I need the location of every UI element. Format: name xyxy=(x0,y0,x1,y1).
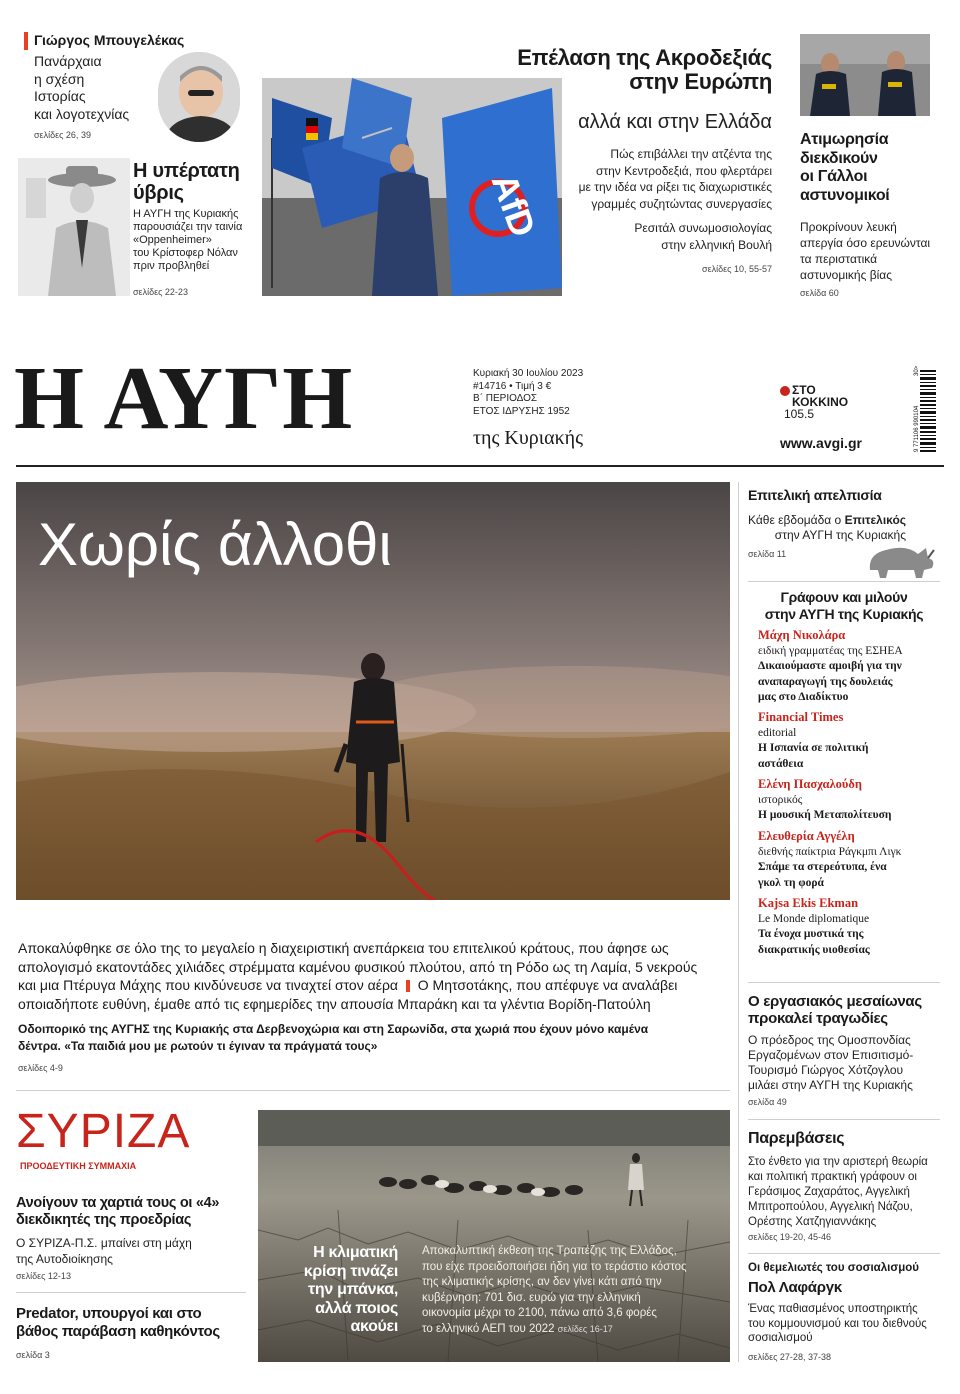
text-line: μιλάει στην ΑΥΓΗ της Κυριακής xyxy=(748,1078,913,1092)
text-line: Η ΑΥΓΗ της Κυριακής xyxy=(133,208,239,220)
writer-topic: μας στο Διαδίκτυο xyxy=(758,691,849,703)
text-line: Αποκαλύφθηκε σε όλο της το μεγαλείο η διαχειριστική ανεπάρκεια του επιτελικού κράτους, που άφησε ως xyxy=(18,940,669,956)
flag-text: AfD xyxy=(483,167,545,243)
oppenheimer-text xyxy=(133,208,242,273)
teaser-line: και λογοτεχνίας xyxy=(34,105,130,122)
writer-topic: γκολ τη φορά xyxy=(758,876,824,889)
climate-headline xyxy=(262,1244,398,1337)
text-fragment: Κάθε εβδομάδα ο xyxy=(748,513,845,527)
lafargue-text xyxy=(748,1302,927,1346)
title-line: Ανοίγουν τα χαρτιά τους οι «4» xyxy=(16,1195,220,1211)
masthead-rule xyxy=(16,465,944,467)
title-line: Η υπέρτατη xyxy=(133,160,240,182)
writer-topic: διακρατικής υιοθεσίας xyxy=(758,943,870,956)
interventions-title: Παρεμβάσεις xyxy=(748,1130,845,1147)
title-line: Επέλαση της Ακροδεξιάς xyxy=(517,45,772,70)
far-right-text xyxy=(470,146,772,212)
title-line: διεκδικητές της προεδρίας xyxy=(16,1212,192,1228)
divider xyxy=(748,581,940,582)
text-line: του κομμουνισμού και του διεθνούς xyxy=(748,1317,927,1330)
predator-headline xyxy=(16,1305,220,1341)
climate-text xyxy=(422,1244,687,1337)
writer-role: editorial xyxy=(758,726,797,739)
text-fragment: και μια Πτέρυγα Μάχης που κινδύνευσε να τιναχτεί στον αέρα xyxy=(18,977,398,993)
text-line: Ρεσιτάλ συνωμοσιολογίας xyxy=(634,221,772,235)
website: www.avgi.gr xyxy=(780,435,862,451)
text-line: με την ιδέα να ρίξει τις διαχωριστικές xyxy=(578,180,772,194)
text-line: σοσιαλισμού xyxy=(748,1332,813,1344)
syriza-headline xyxy=(16,1195,219,1229)
author-name: Γιώργος Μπουγελέκας xyxy=(34,32,185,48)
divider xyxy=(16,1292,246,1293)
lead-secondary xyxy=(18,1021,738,1055)
interventions-text xyxy=(748,1155,928,1230)
issue-date: Κυριακή 30 Ιουλίου 2023 xyxy=(473,368,584,379)
rhino-icon xyxy=(866,540,936,580)
text-line: Ο ΣΥΡΙΖΑ-Π.Σ. μπαίνει στη μάχη xyxy=(16,1236,192,1250)
title-line: την μπάνκα, xyxy=(308,1281,398,1298)
page-ref: σελίδα 11 xyxy=(748,549,787,559)
title-line: Ο εργασιακός μεσαίωνας xyxy=(748,993,922,1010)
labor-title xyxy=(748,993,922,1027)
oppenheimer-title xyxy=(133,160,240,204)
title-line: Ατιμωρησία xyxy=(800,131,889,148)
text-line: στην ελληνική Βουλή xyxy=(661,237,772,252)
syriza-logo: ΣΥΡΙΖΑ xyxy=(16,1105,191,1158)
police-text xyxy=(800,219,930,283)
title-line: ακούει xyxy=(350,1318,398,1335)
text-fragment: το ελληνικό ΑΕΠ του 2022 xyxy=(422,1322,555,1335)
barcode-issue: 30> xyxy=(914,366,920,376)
text-fragment: Επιτελικός xyxy=(844,513,907,527)
title-line: κρίση τινάζει xyxy=(303,1262,398,1280)
writer-entry xyxy=(758,829,901,891)
title-line: διεκδικούν xyxy=(800,149,878,167)
lafargue-title: Πολ Λαφάργκ xyxy=(748,1279,842,1296)
text-line: «Oppenheimer» xyxy=(133,234,212,246)
text-line: Οδοιπορικό της ΑΥΓΗΣ της Κυριακής στα Δερβενοχώρια και στη Σαρωνίδα, στα χωριά που έχουν μόνο καμένα xyxy=(18,1022,649,1036)
page-ref: σελίδες 26, 39 xyxy=(34,130,91,140)
police-photo xyxy=(800,34,930,116)
divider xyxy=(748,1253,940,1254)
title-line: Predator, υπουργοί και στο xyxy=(16,1305,202,1322)
barcode xyxy=(912,366,938,456)
teaser-line: Πανάρχαια xyxy=(34,53,102,69)
writer-topic: αστάθεια xyxy=(758,757,804,770)
masthead-info xyxy=(473,368,583,418)
title-line: Η κλιματική xyxy=(313,1244,398,1261)
text-line: Ο πρόεδρος της Ομοσπονδίας xyxy=(748,1033,911,1047)
page-ref: σελίδες 19-20, 45-46 xyxy=(748,1232,831,1242)
page-ref: σελίδα 3 xyxy=(16,1350,50,1360)
text-line: δέντρα. «Τα παιδιά μου με ρωτούν τι έγιναν τα πράγματά τους» xyxy=(18,1039,378,1053)
writer-topic: Σπάμε τα στερεότυπα, ένα xyxy=(758,861,887,873)
issue-number: #14716 • Τιμή 3 € xyxy=(473,380,552,392)
title-line: στην Ευρώπη xyxy=(629,69,772,94)
text-line: Στο ένθετο για την αριστερή θεωρία xyxy=(748,1156,928,1168)
radio-line: 105.5 xyxy=(784,407,815,421)
title-line: οι Γάλλοι xyxy=(800,168,868,185)
text-line: κυβέρνηση: 701 δισ. ευρώ για την ελληνική xyxy=(422,1291,641,1304)
rhino-title: Επιτελική απελπισία xyxy=(748,487,882,503)
writers-title xyxy=(748,589,940,622)
founded-year: ΕΤΟΣ ΙΔΡΥΣΗΣ 1952 xyxy=(473,405,570,417)
divider xyxy=(748,982,940,983)
separator-bar xyxy=(406,980,410,992)
title-line: Γράφουν και μιλούν xyxy=(780,589,908,605)
divider xyxy=(16,1090,730,1091)
police-headline xyxy=(800,131,889,205)
text-line: της Αυτοδιοίκησης xyxy=(16,1251,113,1266)
text-line xyxy=(18,976,738,995)
masthead-subtitle: της Κυριακής xyxy=(473,427,584,449)
issue-period: Β΄ ΠΕΡΙΟΔΟΣ xyxy=(473,393,538,404)
writer-name: Kajsa Ekis Ekman xyxy=(758,896,859,910)
far-right-subtitle: αλλά και στην Ελλάδα xyxy=(578,111,772,133)
text-line: Εργαζομένων στον Επισιτισμό- xyxy=(748,1048,914,1062)
text-line: Αποκαλυπτική έκθεση της Τραπέζης της Ελλάδος, xyxy=(422,1245,677,1257)
far-right-headline xyxy=(470,46,772,94)
text-line: οποιαδήποτε ευθύνη, έμαθε από τις εφημερίδες την απουσία Μπαράκη και τα γλέντια Βορίδη-Πατούλη xyxy=(18,995,651,1012)
text-line: τα περιστατικά xyxy=(800,252,878,266)
text-line: στην Κεντροδεξιά, που φλερτάρει xyxy=(595,163,772,178)
writer-entry xyxy=(758,896,870,958)
writer-entry xyxy=(758,628,903,706)
text-line: Προκρίνουν λευκή xyxy=(800,220,897,234)
writer-topic: αναπαραγωγή της δουλειάς xyxy=(758,675,893,688)
writer-role: ειδική γραμματέας της ΕΣΗΕΑ xyxy=(758,644,903,657)
writer-topic: Τα ένοχα μυστικά της xyxy=(758,928,864,940)
page-ref: σελίδες 10, 55-57 xyxy=(702,264,772,274)
page-ref: σελίδα 60 xyxy=(800,288,839,298)
writer-name: Ελένη Πασχαλούδη xyxy=(758,777,862,791)
writer-name: Ελευθερία Αγγέλη xyxy=(758,829,855,843)
writer-name: Financial Times xyxy=(758,710,844,724)
page-ref: σελίδες 4-9 xyxy=(18,1063,63,1073)
title-line: προκαλεί τραγωδίες xyxy=(748,1010,888,1027)
text-line: Γεράσιμος Ζαχαράτος, Αγγελική xyxy=(748,1186,910,1198)
title-line: βάθος παράβαση καθηκόντος xyxy=(16,1323,220,1340)
text-line: απολογισμό εκατοντάδες χιλιάδες στρέμματα καμένου φυσικού πλούτου, από τη Ρόδο ως τη Λαμία, 5 νεκρούς xyxy=(18,958,698,975)
title-line: αστυνομικοί xyxy=(800,186,890,204)
masthead-logo: Η ΑΥΓΗ xyxy=(14,349,354,448)
text-line: οικονομία μέχρι το 2100, πάνω από 3,6 φορές xyxy=(422,1307,657,1319)
rhino-text xyxy=(748,513,906,543)
lead-body xyxy=(18,939,738,1013)
writer-role: Le Monde diplomatique xyxy=(758,912,870,925)
syriza-text xyxy=(16,1236,192,1267)
radio-logo-mark xyxy=(780,386,790,396)
text-fragment: Ο Μητσοτάκης, που απέφυγε να αναλάβει xyxy=(417,977,678,993)
lead-headline: Χωρίς άλλοθι xyxy=(38,511,392,578)
accent-bar xyxy=(24,32,28,50)
page-ref: σελίδες 16-17 xyxy=(557,1323,613,1334)
text-line: που είχε προειδοποιήσει ήδη για το τεράστιο κόστος xyxy=(422,1260,687,1273)
divider xyxy=(748,1119,940,1120)
text-line: πριν προβληθεί xyxy=(133,260,210,272)
labor-text xyxy=(748,1033,913,1093)
page-ref: σελίδα 49 xyxy=(748,1097,787,1107)
text-line: και πολιτική πρακτική γράφουν οι xyxy=(748,1171,917,1183)
writer-role: διεθνής παίκτρια Ράγκμπι Λιγκ xyxy=(758,845,902,858)
teaser-line: η σχέση xyxy=(34,70,85,87)
text-line xyxy=(748,513,906,528)
teaser-line: Ιστορίας xyxy=(34,88,86,104)
text-line: Ορέστης Χατζηγιαννάκης xyxy=(748,1216,877,1228)
text-line: Τουρισμό Γιώργος Χότζογλου xyxy=(748,1063,904,1077)
text-line: στην ΑΥΓΗ της Κυριακής xyxy=(774,528,906,542)
text-line: Πώς επιβάλλει την ατζέντα της xyxy=(610,147,772,161)
title-line: ύβρις xyxy=(133,182,184,204)
text-line: του Κρίστοφερ Νόλαν xyxy=(133,247,238,259)
text-line: της κλιματικής κρίσης, αν δεν γίνει κάτι από την xyxy=(422,1276,662,1288)
writer-topic: Η Ισπανία σε πολιτική xyxy=(758,742,869,754)
text-line: παρουσιάζει την ταινία xyxy=(133,221,243,233)
author-photo xyxy=(158,52,240,142)
syriza-logo-sub: ΠΡΟΟΔΕΥΤΙΚΗ ΣΥΜΜΑΧΙΑ xyxy=(20,1161,137,1171)
far-right-secondary xyxy=(470,220,772,253)
barcode-number: 9 771106 990104 xyxy=(914,405,920,452)
radio-logo xyxy=(780,384,848,420)
text-line: απεργία όσο ερευνώνται xyxy=(800,236,931,250)
title-line: αλλά ποιος xyxy=(315,1299,398,1317)
page-ref: σελίδες 12-13 xyxy=(16,1271,71,1281)
writer-topic: Δικαιούμαστε αμοιβή για την xyxy=(758,660,902,672)
text-line: αστυνομικής βίας xyxy=(800,268,892,282)
radio-line: ΚΟΚΚΙΝΟ xyxy=(792,395,849,409)
page-ref: σελίδες 22-23 xyxy=(133,287,188,297)
title-line: στην ΑΥΓΗ της Κυριακής xyxy=(764,605,924,622)
writer-role: ιστορικός xyxy=(758,793,803,806)
oppenheimer-photo xyxy=(18,158,130,296)
writer-entry xyxy=(758,777,891,824)
page-ref: σελίδες 27-28, 37-38 xyxy=(748,1352,831,1362)
text-line xyxy=(422,1322,687,1338)
radio-line: ΣΤΟ xyxy=(792,383,816,397)
lafargue-kicker: Οι θεμελιωτές του σοσιαλισμού xyxy=(748,1262,919,1274)
teaser-text xyxy=(34,53,129,123)
text-line: Ένας παθιασμένος υποστηρικτής xyxy=(748,1303,918,1315)
writer-entry xyxy=(758,710,868,772)
text-line: Μπιτροπούλου, Αγγελική Νάζου, xyxy=(748,1201,913,1213)
writer-topic: Η μουσική Μεταπολίτευση xyxy=(758,809,892,821)
right-column-rule xyxy=(738,482,739,1362)
writer-name: Μάχη Νικολάρα xyxy=(758,628,846,642)
text-line: γραμμές συζητώντας συνεργασίες xyxy=(591,196,772,211)
